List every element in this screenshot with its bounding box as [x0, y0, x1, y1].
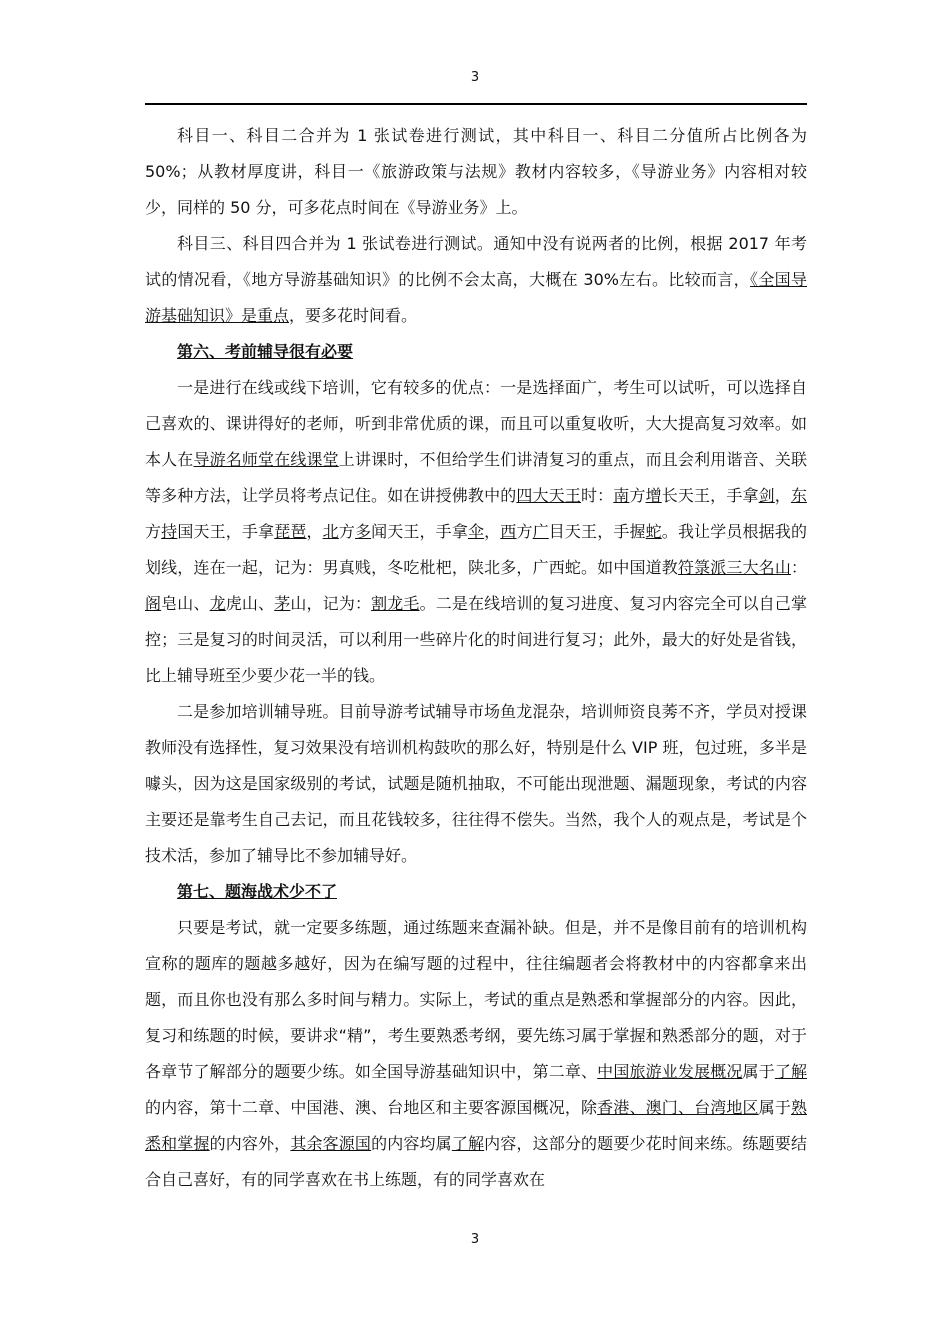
paragraph [145, 118, 807, 226]
header-rule [145, 103, 807, 105]
underlined-text: 西 [500, 522, 517, 541]
text-run: ， [306, 522, 323, 541]
text-run: 山，记为： [290, 594, 372, 613]
text-run: 方 [516, 522, 533, 541]
underlined-text: 熟悉和掌握 [145, 1098, 807, 1153]
text-run: 。二是在线培训的复习进度、复习内容完全可以自己掌控；三是复习的时间灵活，可以利用一些碎片化的时间进行复习；此外，最大的好处是省钱，比上辅导班至少要少花一半的钱。 [145, 594, 807, 685]
text-run: 皂山、 [161, 594, 210, 613]
underlined-text: 茅 [274, 594, 291, 613]
text-run: 方 [338, 522, 355, 541]
text-run: 虎山、 [225, 594, 275, 613]
body-text [145, 118, 807, 1198]
text-run: 目天王，手握 [548, 522, 646, 541]
text-run: ： [790, 558, 807, 577]
underlined-text: 伞 [467, 522, 485, 541]
paragraph [145, 370, 807, 694]
underlined-text: 《全国导游基础知识》是重点 [145, 270, 807, 325]
text-run: 二是参加培训辅导班。目前导游考试辅导市场鱼龙混杂，培训师资良莠不齐，学员对授课教师没有选择性，复习效果没有培训机构鼓吹的那么好，特别是什么 VIP 班，包过班，多半是噱头，因为这是国家级别的考试，试题是随机抽取，不可能出现泄题、漏题现象，考试的内容主要还是靠考生自己去记，而且花钱较多，往往得不偿失。当然，我个人的观点是，考试是个技术活，参加了辅导比不参加辅导好。 [145, 702, 807, 865]
text-run: 时： [580, 486, 614, 505]
text-run: 上讲课时，不但给学生们讲清复习的重点，而且会利用谐音、关联等多种方法，让学员将考点记住。如在讲授佛教中的 [145, 450, 807, 505]
underlined-text: 多 [354, 522, 372, 541]
text-run: 闻天王，手拿 [371, 522, 468, 541]
text-run: 内容，这部分的题要少花时间来练。练题要结合自己喜好，有的同学喜欢在书上练题，有的同学喜欢在 [145, 1134, 807, 1189]
underlined-text: 中国旅游业发展概况 [597, 1062, 743, 1081]
text-run: 长天王，手拿 [661, 486, 759, 505]
underlined-text: 阁 [145, 594, 162, 613]
underlined-text: 增 [645, 486, 662, 505]
underlined-text: 符箓派三大名山 [677, 558, 791, 577]
text-run: 的内容外， [209, 1134, 291, 1153]
underlined-text: 第六、考前辅导很有必要 [177, 342, 354, 361]
underlined-text: 东 [790, 486, 807, 505]
underlined-text: 其余客源国 [290, 1134, 372, 1153]
page-number-top: 3 [470, 70, 480, 85]
text-run: 国天王，手拿 [177, 522, 275, 541]
underlined-text: 北 [322, 522, 339, 541]
page-number-bottom: 3 [470, 1232, 480, 1247]
underlined-text: 持 [161, 522, 178, 541]
text-run: 只要是考试，就一定要多练题，通过练题来查漏补缺。但是，并不是像目前有的培训机构宣称的题库的题越多越好，因为在编写题的过程中，往往编题者会将教材中的内容都拿来出题，而且你也没有那么多时间与精力。实际上，考试的重点是熟悉和掌握部分的内容。因此，复习和练题的时候，要讲求“精”，考生要熟悉考纲，要先练习属于掌握和熟悉部分的题，对于各章节了解部分的题要少练。如全国导游基础知识中，第二章、 [145, 918, 807, 1081]
text-run: ，要多花时间看。 [289, 306, 418, 325]
section-heading [145, 874, 807, 910]
underlined-text: 蛇 [645, 522, 662, 541]
underlined-text: 导游名师堂在线课堂 [193, 450, 339, 469]
text-run: 。我让学员根据我的划线，连在一起，记为：男真贱，冬吃枇杷，陕北多，广西蛇。如中国道教 [145, 522, 807, 577]
text-run: 属于 [742, 1062, 775, 1081]
text-run: 属于 [758, 1098, 791, 1117]
underlined-text: 剑 [758, 486, 775, 505]
text-run: 的内容均属 [371, 1134, 452, 1153]
text-run: 一是进行在线或线下培训，它有较多的优点：一是选择面广，考生可以试听，可以选择自己喜欢的、课讲得好的老师，听到非常优质的课，而且可以重复收听，大大提高复习效率。如本人在 [145, 378, 807, 469]
text-run: 科目三、科目四合并为 1 张试卷进行测试。通知中没有说两者的比例，根据 2017 年考试的情况看，《地方导游基础知识》的比例不会太高，大概在 30%左右。比较而言， [145, 234, 807, 289]
text-run: 方 [629, 486, 646, 505]
underlined-text: 了解 [451, 1134, 485, 1153]
underlined-text: 割龙毛 [371, 594, 420, 613]
text-run: ， [484, 522, 501, 541]
underlined-text: 琵琶 [274, 522, 307, 541]
text-run: 的内容，第十二章、中国港、澳、台地区和主要客源国概况，除 [145, 1098, 598, 1117]
underlined-text: 第七、题海战术少不了 [177, 882, 338, 901]
paragraph [145, 694, 807, 874]
paragraph [145, 910, 807, 1198]
section-heading [145, 334, 807, 370]
text-run: 方 [145, 522, 162, 541]
text-run: 科目一、科目二合并为 1 张试卷进行测试，其中科目一、科目二分值所占比例各为 50%；从教材厚度讲，科目一《旅游政策与法规》教材内容较多，《导游业务》内容相对较少，同样的 50 分，可多花点时间在《导游业务》上。 [145, 126, 807, 217]
underlined-text: 四大天王 [516, 486, 581, 505]
paragraph [145, 226, 807, 334]
underlined-text: 了解 [774, 1062, 807, 1081]
underlined-text: 南 [613, 486, 630, 505]
text-run: ， [774, 486, 791, 505]
underlined-text: 广 [532, 522, 549, 541]
underlined-text: 香港、澳门、台湾地区 [597, 1098, 759, 1117]
underlined-text: 龙 [209, 594, 226, 613]
